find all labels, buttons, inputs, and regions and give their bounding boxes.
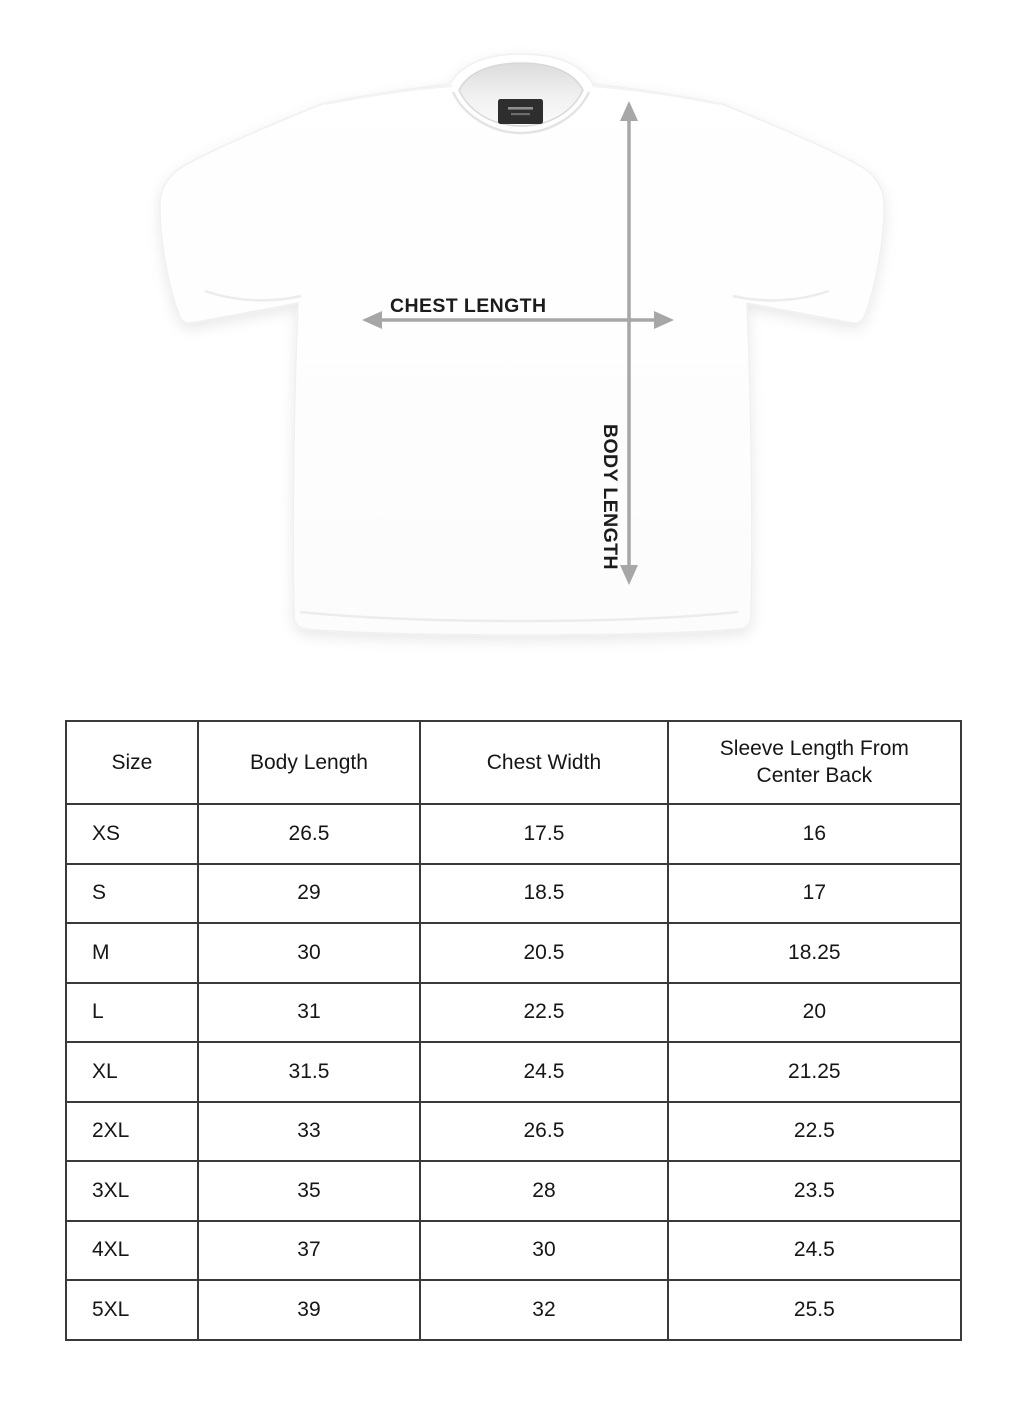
chest-width-cell: 32 xyxy=(420,1280,667,1340)
sleeve-length-cell: 21.25 xyxy=(668,1042,961,1102)
neck-tag xyxy=(498,99,543,124)
sleeve-length-cell: 16 xyxy=(668,804,961,864)
tshirt-measurement-diagram xyxy=(0,0,1018,700)
column-header-size: Size xyxy=(66,721,198,804)
size-cell: L xyxy=(66,983,198,1043)
chest-width-cell: 18.5 xyxy=(420,864,667,924)
column-header-body-length: Body Length xyxy=(198,721,420,804)
table-row xyxy=(66,1221,961,1281)
chest-width-cell: 24.5 xyxy=(420,1042,667,1102)
tshirt-body xyxy=(160,54,884,635)
table-row xyxy=(66,923,961,983)
chest-width-cell: 28 xyxy=(420,1161,667,1221)
body-length-cell: 33 xyxy=(198,1102,420,1162)
chest-width-cell: 17.5 xyxy=(420,804,667,864)
table-row xyxy=(66,864,961,924)
table-row xyxy=(66,1161,961,1221)
column-header-sleeve-length xyxy=(668,721,961,804)
table-row xyxy=(66,1102,961,1162)
size-cell: XL xyxy=(66,1042,198,1102)
body-length-cell: 29 xyxy=(198,864,420,924)
size-cell: 4XL xyxy=(66,1221,198,1281)
body-length-label: BODY LENGTH xyxy=(599,424,621,570)
sleeve-length-cell: 23.5 xyxy=(668,1161,961,1221)
body-length-cell: 35 xyxy=(198,1161,420,1221)
chest-width-cell: 22.5 xyxy=(420,983,667,1043)
chest-width-cell: 30 xyxy=(420,1221,667,1281)
chest-length-label: CHEST LENGTH xyxy=(390,295,547,317)
body-length-cell: 39 xyxy=(198,1280,420,1340)
table-row xyxy=(66,983,961,1043)
chest-width-cell: 26.5 xyxy=(420,1102,667,1162)
sleeve-length-cell: 18.25 xyxy=(668,923,961,983)
size-cell: XS xyxy=(66,804,198,864)
size-cell: 3XL xyxy=(66,1161,198,1221)
sleeve-length-cell: 20 xyxy=(668,983,961,1043)
sleeve-length-cell: 24.5 xyxy=(668,1221,961,1281)
size-cell: 2XL xyxy=(66,1102,198,1162)
size-cell: S xyxy=(66,864,198,924)
table-row xyxy=(66,1280,961,1340)
body-length-cell: 26.5 xyxy=(198,804,420,864)
body-length-cell: 30 xyxy=(198,923,420,983)
column-header-sleeve-length-text: Sleeve Length From Center Back xyxy=(719,737,909,787)
chest-width-cell: 20.5 xyxy=(420,923,667,983)
body-length-cell: 31 xyxy=(198,983,420,1043)
table-row xyxy=(66,1042,961,1102)
sleeve-length-cell: 25.5 xyxy=(668,1280,961,1340)
table-row xyxy=(66,804,961,864)
body-length-cell: 37 xyxy=(198,1221,420,1281)
body-length-cell: 31.5 xyxy=(198,1042,420,1102)
size-chart-table xyxy=(65,720,962,1341)
table-header-row xyxy=(66,721,961,804)
sleeve-length-cell: 22.5 xyxy=(668,1102,961,1162)
tshirt-graphic xyxy=(160,54,884,635)
sleeve-length-cell: 17 xyxy=(668,864,961,924)
size-cell: M xyxy=(66,923,198,983)
column-header-chest-width: Chest Width xyxy=(420,721,667,804)
size-cell: 5XL xyxy=(66,1280,198,1340)
